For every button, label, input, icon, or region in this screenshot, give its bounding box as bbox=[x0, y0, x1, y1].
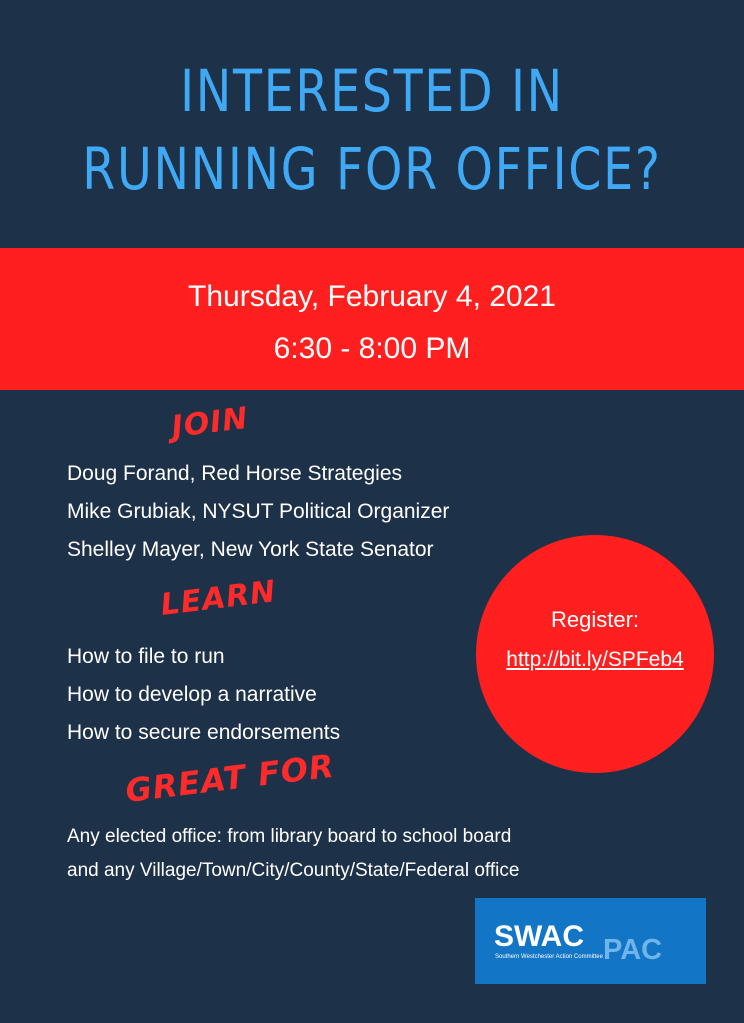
register-link[interactable]: http://bit.ly/SPFeb4 bbox=[506, 648, 684, 671]
title-line-1: INTERESTED IN bbox=[180, 57, 564, 125]
logo-pac-text: PAC bbox=[603, 934, 663, 966]
event-time: 6:30 - 8:00 PM bbox=[273, 332, 471, 365]
join-heading: JOIN bbox=[169, 400, 251, 445]
event-date: Thursday, February 4, 2021 bbox=[188, 280, 556, 313]
topic-list bbox=[67, 638, 340, 752]
great-for-list bbox=[67, 820, 519, 888]
learn-heading: LEARN bbox=[158, 574, 279, 623]
page-title bbox=[67, 52, 677, 208]
list-item: How to secure endorsements bbox=[67, 721, 341, 744]
register-label: Register: bbox=[550, 607, 640, 632]
list-item: Mike Grubiak, NYSUT Political Organizer bbox=[67, 500, 450, 523]
swac-pac-logo bbox=[475, 898, 706, 984]
list-item: Doug Forand, Red Horse Strategies bbox=[67, 462, 403, 485]
title-line-2: RUNNING FOR OFFICE? bbox=[82, 135, 662, 203]
speaker-list bbox=[67, 455, 449, 569]
list-item: Any elected office: from library board to school board bbox=[67, 826, 512, 847]
list-item: How to develop a narrative bbox=[67, 683, 317, 706]
logo-swac-text: SWAC bbox=[494, 920, 584, 953]
great-for-heading: GREAT FOR bbox=[123, 746, 337, 810]
list-item: Shelley Mayer, New York State Senator bbox=[67, 538, 434, 561]
logo-subtitle: Southern Westchester Action Committee bbox=[495, 954, 603, 960]
date-banner bbox=[0, 248, 744, 390]
list-item: and any Village/Town/City/County/State/Federal office bbox=[67, 860, 520, 881]
list-item: How to file to run bbox=[67, 645, 225, 668]
